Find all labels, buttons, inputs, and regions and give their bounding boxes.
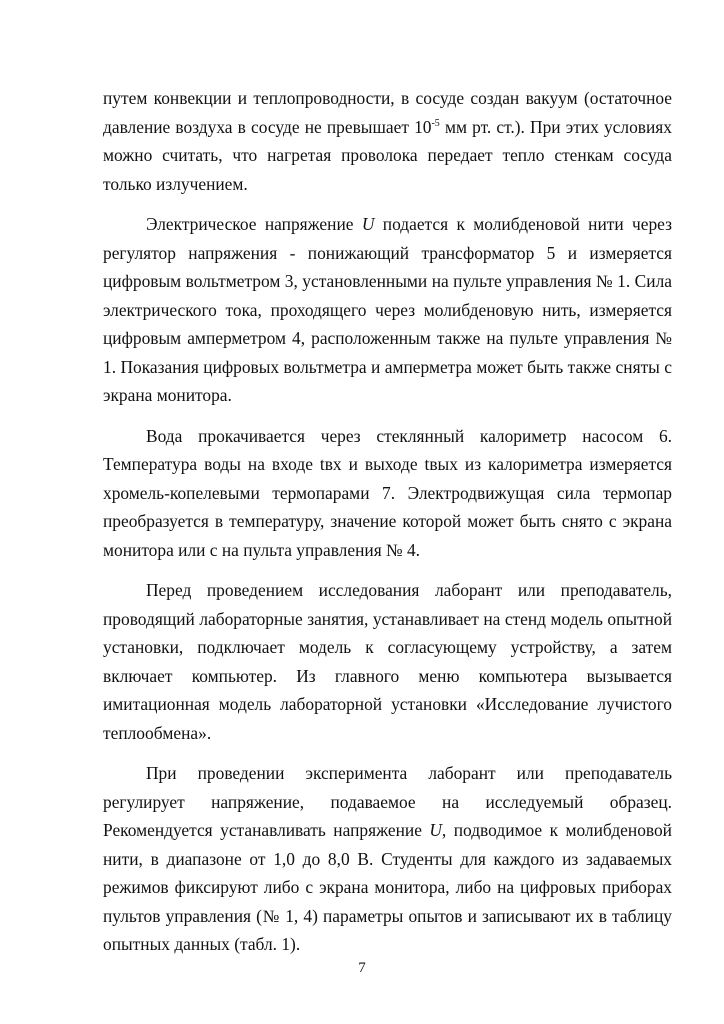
text-run: , подводимое к молибденовой нити, в диапазоне от 1,0 до 8,0 В. Студенты для каждого из задаваемых режимов фиксируют либо с экрана монитора, либо на цифровых приборах пультов управления (№ 1, 4) параметры опытов и записывают их в таблицу опытных данных (табл. 1). xyxy=(103,820,672,954)
paragraph-5 xyxy=(103,759,672,959)
paragraph-1 xyxy=(103,84,672,198)
text-run: Электрическое напряжение xyxy=(146,214,362,234)
document-body xyxy=(103,84,672,971)
superscript-exponent: -5 xyxy=(431,117,440,129)
text-run: Перед проведением исследования лаборант или преподаватель, проводящий лабораторные занятия, устанавливает на стенд модель опытной установки, подключает модель к согласующему устройству, а затем включает компьютер. Из главного меню компьютера вызывается имитационная модель лабораторной установки «Исследование лучистого теплообмена». xyxy=(103,580,672,743)
text-run: Вода прокачивается через стеклянный калориметр насосом 6. Температура воды на входе tвх и выходе tвых из калориметра измеряется хромель-копелевыми термопарами 7. Электродвижущая сила термопар преобразуется в температуру, значение которой может быть снято с экрана монитора или с на пульта управления № 4. xyxy=(103,425,672,560)
text-run: путем конвекции и теплопроводности, в сосуде создан вакуум (остаточное давление воздуха в сосуде не превышает 10 xyxy=(103,88,672,137)
text-run: мм рт. ст.). При этих условиях можно считать, что нагретая проволока передает тепло стенкам сосуда только излучением. xyxy=(103,116,672,194)
paragraph-2 xyxy=(103,210,672,410)
text-run: При проведении эксперимента лаборант или преподаватель регулирует напряжение, подаваемое на исследуемый образец. Рекомендуется устанавливать напряжение xyxy=(103,763,672,840)
text-run: подается к молибденовой нити через регулятор напряжения - понижающий трансформатор 5 и измеряется цифровым вольтметром 3, установленными на пульте управления № 1. Сила электрического тока, проходящего через молибденовую нить, измеряется цифровым амперметром 4, расположенным также на пульте управления № 1. Показания цифровых вольтметра и амперметра может быть также сняты с экрана монитора. xyxy=(103,214,672,405)
variable-u: U xyxy=(361,214,375,234)
variable-u: U xyxy=(429,820,442,840)
paragraph-3 xyxy=(103,422,672,565)
paragraph-4 xyxy=(103,576,672,747)
page-number: 7 xyxy=(358,960,366,976)
